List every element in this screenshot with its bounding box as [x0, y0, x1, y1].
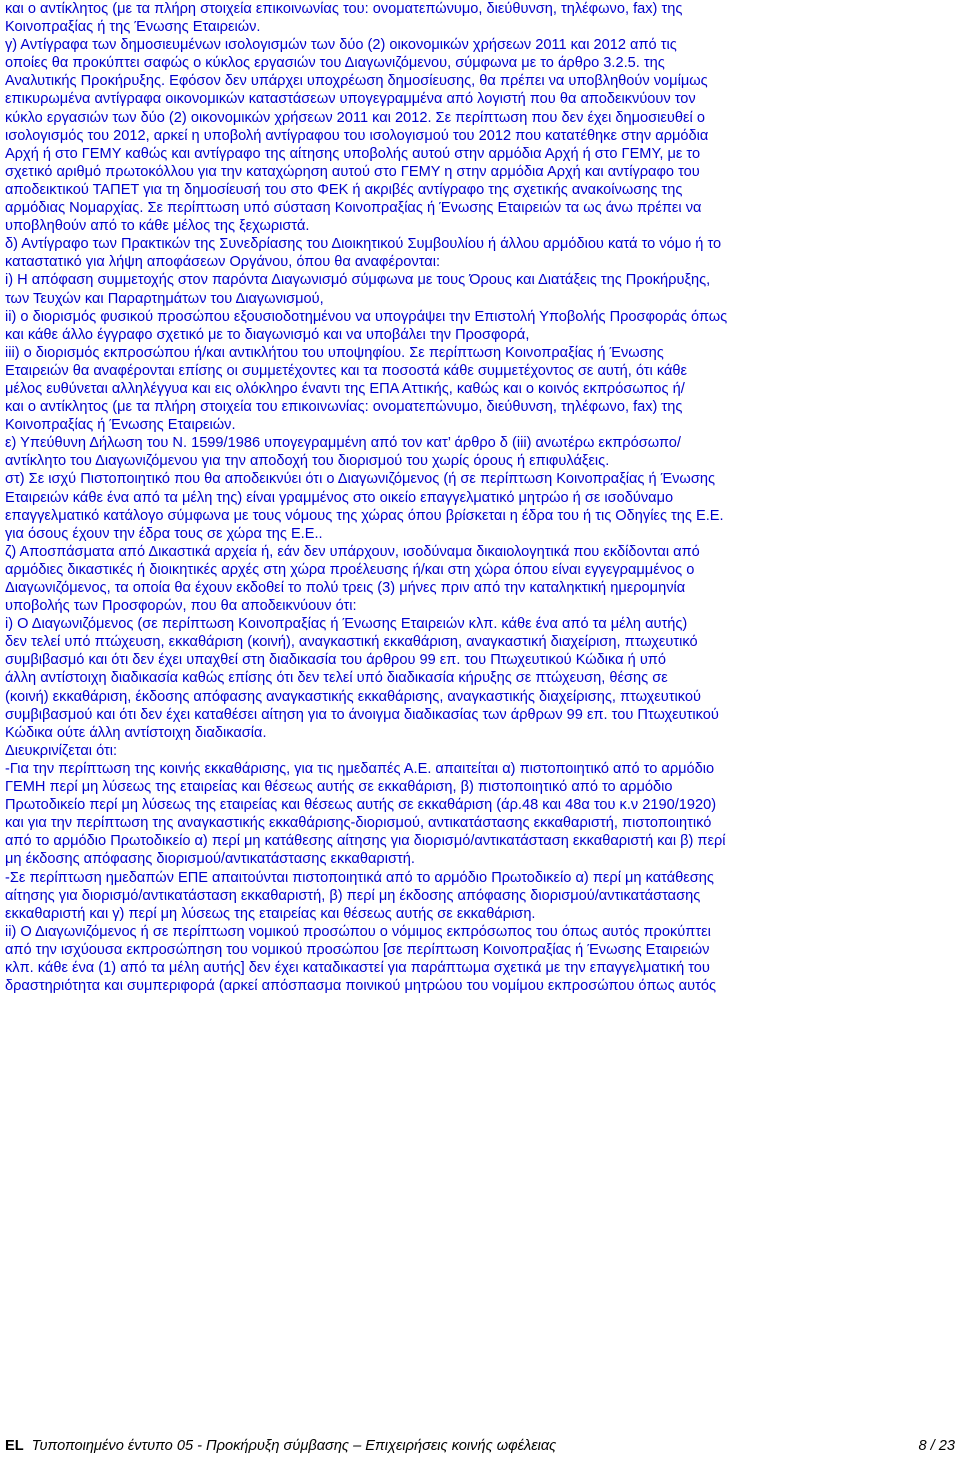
text-line: από την ισχύουσα εκπροσώπηση του νομικού προσώπου [σε περίπτωση Κοινοπραξίας ή Ένωσης Εταιρειών — [5, 941, 710, 958]
text-line: Αναλυτικής Προκήρυξης. Εφόσον δεν υπάρχει υποχρέωση δημοσίευσης, θα πρέπει να υποβληθούν νομίμως — [5, 73, 708, 90]
text-line: Εταιρειών κάθε ένα από τα μέλη της) είναι γραμμένος στο οικείο επαγγελματικό μητρώο ή σε ισοδύναμο — [5, 489, 674, 506]
text-line: σχετικό αριθμό πρωτοκόλλου για την καταχώρηση αυτού στο ΓΕΜΥ η στην αρμόδια Αρχή και αντίγραφο του — [5, 163, 700, 180]
text-line: συμβιβασμού και ότι δεν έχει καταθέσει αίτηση για το άνοιγμα διαδικασίας των άρθρων 99 επ. του Πτωχευτικού — [5, 706, 719, 723]
text-line: από το αρμόδιο Πρωτοδικείο α) περί μη κατάθεσης αίτησης για διορισμό/αντικατάσταση εκκαθαριστή και β) περί — [5, 833, 726, 850]
text-line: και ο αντίκλητος (με τα πλήρη στοιχεία επικοινωνίας του: ονοματεπώνυμο, διεύθυνση, τηλέφωνο, fax) της — [5, 1, 683, 17]
text-line: δ) Αντίγραφο των Πρακτικών της Συνεδρίασης του Διοικητικού Συμβουλίου ή άλλου αρμόδιου κατά το νόμο ή το — [5, 236, 722, 253]
text-line: Αρχή ή στο ΓΕΜΥ καθώς και αντίγραφο της αίτησης υποβολής αυτού στην αρμόδια Αρχή ή στο ΓΕΜΥ, με το — [5, 145, 701, 162]
text-line: ii) ο διορισμός φυσικού προσώπου εξουσιοδοτημένου να υπογράψει την Επιστολή Υποβολής Προσφοράς όπως — [5, 308, 728, 325]
text-line: των Τευχών και Παραρτημάτων του Διαγωνισμού, — [5, 290, 324, 307]
text-line: Κοινοπραξίας ή Ένωσης Εταιρειών. — [5, 417, 236, 434]
text-line: αίτησης για διορισμό/αντικατάσταση εκκαθαριστή, β) περί μη έκδοσης απόφασης διορισμού/αντικατάστασης — [5, 887, 701, 904]
text-line: αποδεικτικού ΤΑΠΕΤ για τη δημοσίευσή του στο ΦΕΚ ή ακριβές αντίγραφο της σχετικής ανακοίνωσης της — [5, 181, 683, 198]
text-line: για όσους έχουν την έδρα τους σε χώρα της Ε.Ε.. — [5, 525, 323, 542]
text-line: ζ) Αποσπάσματα από Δικαστικά αρχεία ή, εάν δεν υπάρχουν, ισοδύναμα δικαιολογητικά που εκδίδονται από — [5, 543, 700, 560]
text-line: Κοινοπραξίας ή της Ένωσης Εταιρειών. — [5, 19, 261, 36]
text-line: Διαγωνιζόμενος, τα οποία θα έχουν εκδοθεί το πολύ τρεις (3) μήνες πριν από την καταληκτική ημερομηνία — [5, 580, 686, 596]
text-line: επαγγελματικό κατάλογο σύμφωνα με τους νόμους της χώρας όπου βρίσκεται η έδρα του ή τις Οδηγίες της Ε.Ε. — [5, 507, 724, 524]
text-line: κλπ. κάθε ένα (1) από τα μέλη αυτής] δεν έχει καταδικαστεί για παράπτωμα σχετικά με την επαγγελματική του — [5, 959, 710, 976]
text-line: μη έκδοσης απόφασης διορισμού/αντικατάστασης εκκαθαριστή. — [5, 851, 415, 868]
text-line: στ) Σε ισχύ Πιστοποιητικό που θα αποδεικνύει ότι ο Διαγωνιζόμενος (ή σε περίπτωση Κοινοπραξίας ή Ένωσης — [5, 471, 715, 488]
text-line: ε) Υπεύθυνη Δήλωση του Ν. 1599/1986 υπογεγραμμένη από τον κατ’ άρθρο δ (iii) ανωτέρω εκπρόσωπο/ — [5, 435, 681, 452]
text-line: εκκαθαριστή και γ) περί μη λύσεως της εταιρείας και θέσεως αυτής σε εκκαθάριση. — [5, 905, 536, 922]
text-line: αντίκλητο του Διαγωνιζόμενου για την αποδοχή του διορισμού του χωρίς όρους ή επιφυλάξεις. — [5, 453, 610, 470]
text-line: και για την περίπτωση της αναγκαστικής εκκαθάρισης-διορισμού, αντικατάστασης εκκαθαριστή, πιστοποιητικό — [5, 815, 712, 832]
document-body — [5, 0, 955, 995]
text-line: δραστηριότητα και συμπεριφορά (αρκεί απόσπασμα ποινικού μητρώου του νομίμου εκπροσώπου όπως αυτός — [5, 978, 716, 995]
text-line: Πρωτοδικείο περί μη λύσεως της εταιρείας και θέσεως αυτής σε εκκαθάριση (άρ.48 και 48α του κ.ν 2190/1920) — [5, 797, 717, 814]
text-line: και ο αντίκλητος (με τα πλήρη στοιχεία του επικοινωνίας: ονοματεπώνυμο, διεύθυνση, τηλέφωνο, fax) της — [5, 399, 683, 416]
text-line: iii) ο διορισμός εκπροσώπου ή/και αντικλήτου του υποψηφίου. Σε περίπτωση Κοινοπραξίας ή Ένωσης — [5, 344, 664, 361]
text-line: και κάθε άλλο έγγραφο σχετικό με το διαγωνισμό και να υποβάλει την Προσφορά, — [5, 326, 530, 343]
footer-left — [5, 1437, 556, 1455]
text-line: -Για την περίπτωση της κοινής εκκαθάρισης, για τις ημεδαπές Α.Ε. απαιτείται α) πιστοποιητικό από το αρμόδιο — [5, 760, 715, 777]
text-line: ii) Ο Διαγωνιζόμενος ή σε περίπτωση νομικού προσώπου ο νόμιμος εκπρόσωπος του όπως αυτός προκύπτει — [5, 923, 711, 940]
text-line: υποβολής των Προσφορών, που θα αποδεικνύουν ότι: — [5, 598, 357, 615]
text-line: επικυρωμένα αντίγραφα οικονομικών καταστάσεων υπογεγραμμένα από λογιστή που θα αποδεικνύουν τον — [5, 91, 696, 108]
text-line: μέλος ευθύνεται αλληλέγγυα και εις ολόκληρο έναντι της ΕΠΑ Αττικής, καθώς και ο κοινός εκπρόσωπος ή/ — [5, 380, 685, 397]
text-line: αρμόδιες δικαστικές ή διοικητικές αρχές στη χώρα προέλευσης ή/και στη χώρα όπου είναι εγγεγραμμένος ο — [5, 561, 695, 578]
language-code: EL — [5, 1438, 24, 1454]
text-line: κύκλο εργασιών των δύο (2) οικονομικών χρήσεων 2011 και 2012. Σε περίπτωση που δεν έχει δημοσιευθεί ο — [5, 109, 705, 126]
text-line: (κοινή) εκκαθάριση, έκδοσης απόφασης αναγκαστικής εκκαθάρισης, αναγκαστικής διαχείρισης, πτωχευτικού — [5, 688, 701, 705]
text-line: ισολογισμός του 2012, αρκεί η υποβολή αντίγραφου του ισολογισμού του 2012 που κατατέθηκε στην αρμόδια — [5, 127, 709, 144]
text-line: υποβληθούν από το κάθε μέλος της ξεχωριστά. — [5, 218, 310, 235]
text-line: Διευκρινίζεται ότι: — [5, 742, 118, 759]
text-line: -Σε περίπτωση ημεδαπών ΕΠΕ απαιτούνται πιστοποιητικά από το αρμόδιο Πρωτοδικείο α) περί μη κατάθεσης — [5, 869, 714, 886]
page-number: 8 / 23 — [918, 1438, 955, 1454]
text-line: i) Η απόφαση συμμετοχής στον παρόντα Διαγωνισμό σύμφωνα με τους Όρους και Διατάξεις της Προκήρυξης, — [5, 272, 711, 289]
text-line: Κώδικα ούτε άλλη αντίστοιχη διαδικασία. — [5, 724, 267, 741]
text-line: Εταιρειών θα αναφέρονται επίσης οι συμμετέχοντες και τα ποσοστά κάθε συμμετέχοντος σε αυτή, ότι κάθε — [5, 362, 688, 379]
text-line: καταστατικό για λήψη αποφάσεων Οργάνου, όπου θα αναφέρονται: — [5, 254, 441, 271]
text-line: αρμόδιας Νομαρχίας. Σε περίπτωση υπό σύσταση Κοινοπραξίας ή Ένωσης Εταιρειών τα ως άνω πρέπει να — [5, 200, 702, 217]
form-title: Τυποποιημένο έντυπο 05 - Προκήρυξη σύμβασης – Επιχειρήσεις κοινής ωφέλειας — [31, 1438, 557, 1454]
text-line: οποίες θα προκύπτει σαφώς ο κύκλος εργασιών του Διαγωνιζόμενου, σύμφωνα με το άρθρο 3.2.5. της — [5, 55, 665, 72]
text-line: γ) Αντίγραφα των δημοσιευμένων ισολογισμών των δύο (2) οικονομικών χρήσεων 2011 και 2012 από τις — [5, 37, 677, 54]
text-line: i) Ο Διαγωνιζόμενος (σε περίπτωση Κοινοπραξίας ή Ένωσης Εταιρειών κλπ. κάθε ένα από τα μέλη αυτής) — [5, 616, 688, 633]
text-line: ΓΕΜΗ περί μη λύσεως της εταιρείας και θέσεως αυτής σε εκκαθάριση, β) πιστοποιητικό από το αρμόδιο — [5, 779, 673, 796]
text-line: άλλη αντίστοιχη διαδικασία καθώς επίσης ότι δεν τελεί υπό διαδικασία κήρυξης σε πτώχευση, θέσης σε — [5, 670, 668, 687]
page-footer — [5, 1437, 955, 1455]
text-line: συμβιβασμό και ότι δεν έχει υπαχθεί στη διαδικασία του άρθρου 99 επ. του Πτωχευτικού Κώδικα ή υπό — [5, 652, 666, 669]
text-line: δεν τελεί υπό πτώχευση, εκκαθάριση (κοινή), αναγκαστική εκκαθάριση, αναγκαστική διαχείριση, πτωχευτικό — [5, 634, 698, 651]
